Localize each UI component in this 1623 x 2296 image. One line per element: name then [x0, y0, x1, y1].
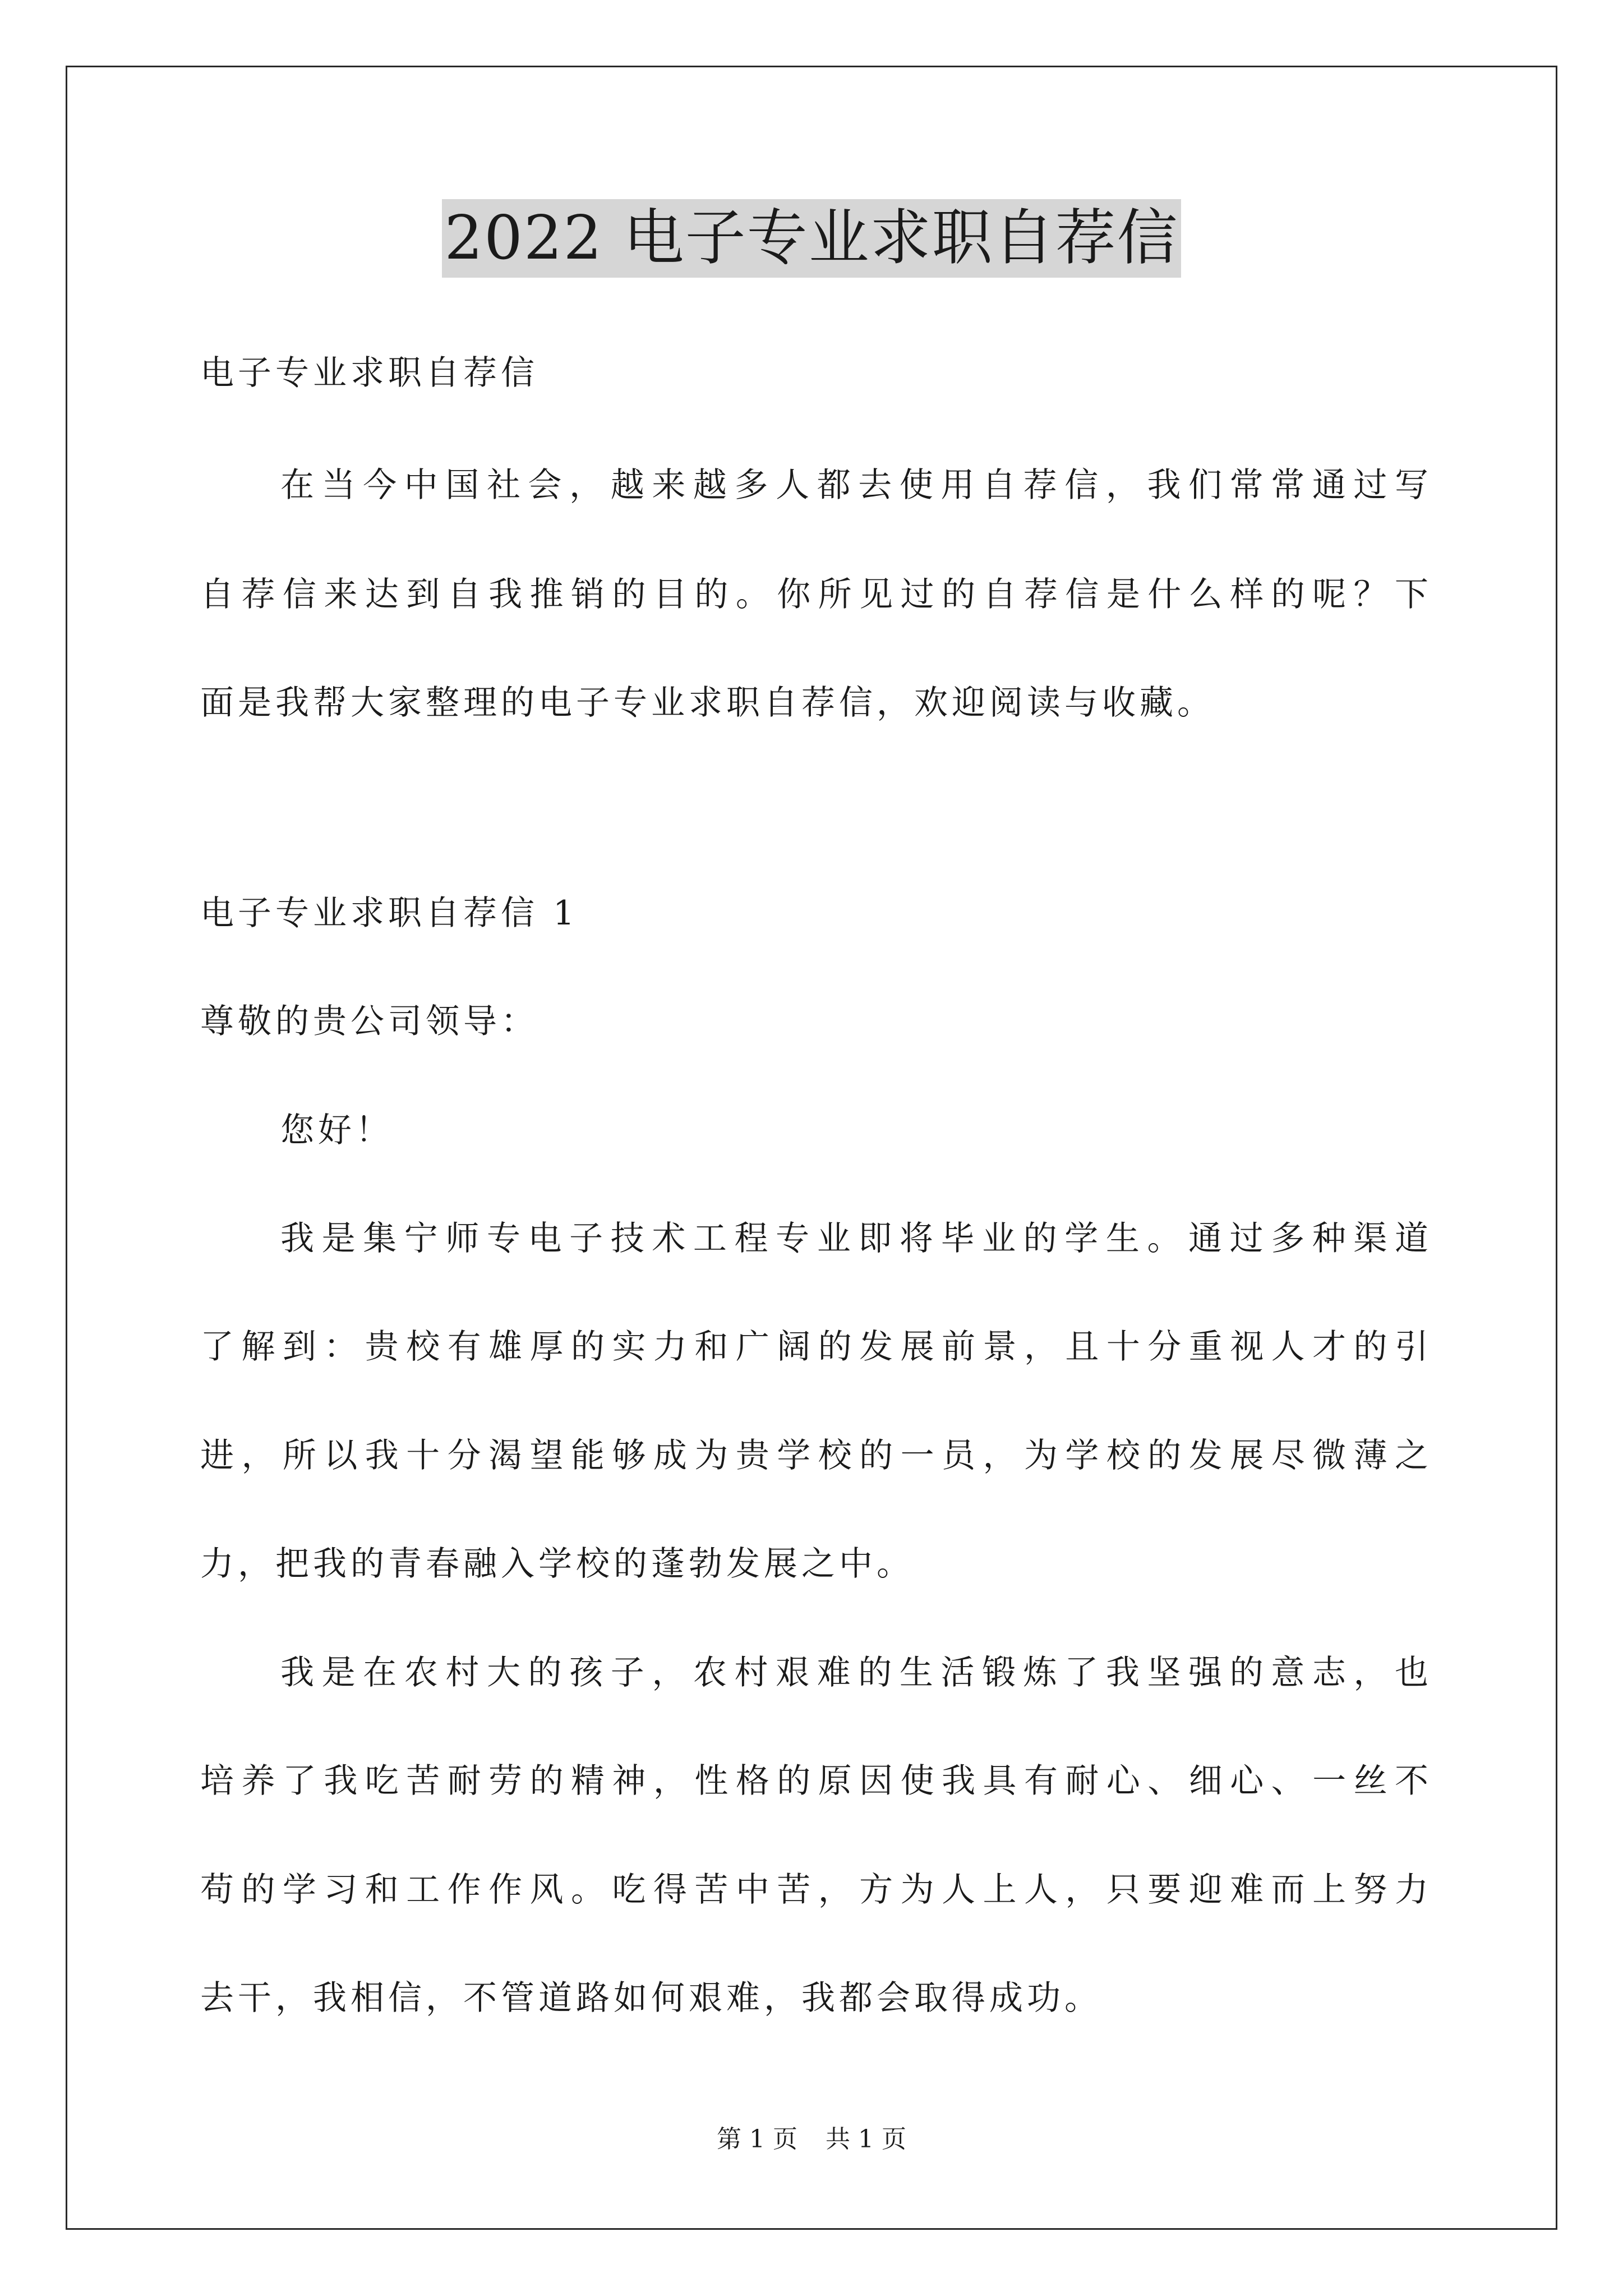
- paragraph1-line-2: 了解到：贵校有雄厚的实力和广阔的发展前景，且十分重视人才的引: [200, 1327, 1428, 1366]
- paragraph2-line-2: 培养了我吃苦耐劳的精神，性格的原因使我具有耐心、细心、一丝不: [200, 1761, 1428, 1801]
- page-number: 第 1 页: [717, 2125, 797, 2154]
- document-title: [0, 199, 1623, 278]
- heading-line: 电子专业求职自荐信: [200, 353, 538, 393]
- paragraph1-line-1: 我是集宁师专电子技术工程专业即将毕业的学生。通过多种渠道: [280, 1219, 1428, 1258]
- paragraph2-line-3: 苟的学习和工作作风。吃得苦中苦，方为人上人，只要迎难而上努力: [200, 1870, 1428, 1910]
- paragraph2-line-4: 去干，我相信，不管道路如何艰难，我都会取得成功。: [200, 1978, 1102, 2018]
- salutation: 尊敬的贵公司领导：: [200, 1002, 538, 1041]
- section-heading: 电子专业求职自荐信 1: [200, 894, 579, 933]
- document-title-text: 2022 电子专业求职自荐信: [442, 199, 1181, 278]
- page-total: 共 1 页: [826, 2125, 906, 2154]
- paragraph1-line-3: 进，所以我十分渴望能够成为贵学校的一员，为学校的发展尽微薄之: [200, 1436, 1428, 1475]
- intro-line-2: 自荐信来达到自我推销的目的。你所见过的自荐信是什么样的呢？下: [200, 575, 1428, 614]
- paragraph2-line-1: 我是在农村大的孩子，农村艰难的生活锻炼了我坚强的意志，也: [280, 1653, 1428, 1692]
- intro-line-1: 在当今中国社会，越来越多人都去使用自荐信，我们常常通过写: [280, 466, 1428, 505]
- intro-line-3: 面是我帮大家整理的电子专业求职自荐信，欢迎阅读与收藏。: [200, 683, 1215, 723]
- greeting: 您好！: [280, 1111, 393, 1150]
- paragraph1-line-4: 力，把我的青春融入学校的蓬勃发展之中。: [200, 1544, 914, 1584]
- page-footer: [0, 2124, 1623, 2155]
